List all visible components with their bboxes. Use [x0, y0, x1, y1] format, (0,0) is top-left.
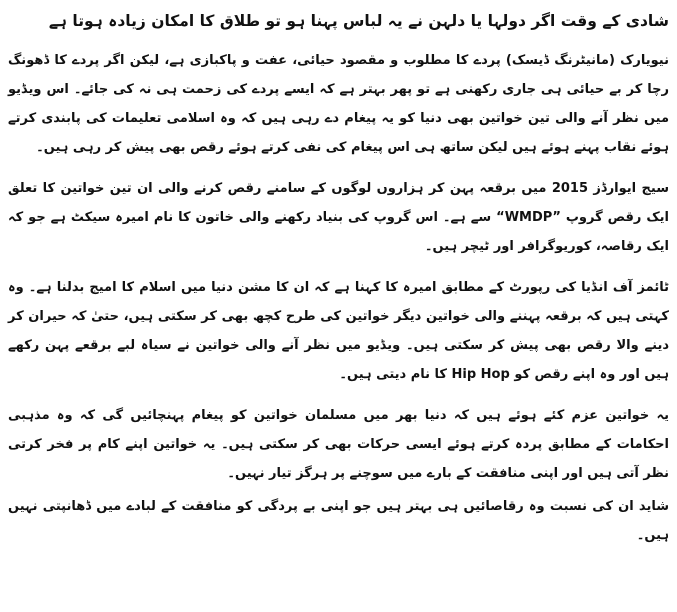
- article-paragraph: شاید ان کی نسبت وہ رقاصائیں ہی بہتر ہیں جو اپنی بے پردگی کو منافقت کے لبادے میں ڈھانپتی نہیں ہیں۔: [8, 499, 669, 543]
- article-paragraph: نیویارک (مانیٹرنگ ڈیسک) پردے کا مطلوب و مقصود حیائی، عفت و پاکبازی ہے، لیکن اگر پردے کا ڈھونگ رچا کر بے حیائی ہی جاری رکھنی ہے تو پھر بہتر ہے کہ ایسے پردے کی زحمت ہی نہ کی جائے۔ اس ویڈیو میں نظر آنے والی تین خواتین بھی دنیا کو یہ پیغام دے رہی ہیں کہ وہ اسلامی تعلیمات کی پابندی کرتے ہوئے نقاب پہنے ہوئے ہیں لیکن ساتھ ہی اس پیغام کی نفی کرتے ہوئے رقص بھی پیش کر رہی ہیں۔: [8, 53, 669, 155]
- article: [8, 0, 669, 550]
- article-paragraph: سیج ایوارڈز 2015 میں برقعہ پہن کر ہزاروں لوگوں کے سامنے رقص کرنے والی ان تین خواتین کا تعلق ایک رقص گروپ ”WMDP“ سے ہے۔ اس گروپ کی بنیاد رکھنے والی خاتون کا نام امیرہ سیکٹ ہے جو کہ ایک رقاصہ، کوریوگرافر اور ٹیچر ہیں۔: [8, 181, 670, 254]
- article-paragraph: یہ خواتین عزم کئے ہوئے ہیں کہ دنیا بھر میں مسلمان خواتین کو پیغام پہنچائیں گی کہ وہ مذہبی احکامات کے مطابق پردہ کرتے ہوئے ایسی حرکات بھی کر سکتی ہیں۔ یہ خواتین اپنے کام پر فخر کرتی نظر آتی ہیں اور اپنی منافقت کے بارے میں سوچنے پر ہرگز تیار نہیں۔: [8, 408, 669, 481]
- article-paragraph: ٹائمز آف انڈیا کی رپورٹ کے مطابق امیرہ کا کہنا ہے کہ ان کا مشن دنیا میں اسلام کا امیج بدلنا ہے۔ وہ کہتی ہیں کہ برقعہ پہننے والی خواتین دیگر خواتین کی طرح کچھ بھی کر سکتی ہیں، حتیٰ کہ حیران کر دینے والا رقص بھی پیش کر سکتی ہیں۔ ویڈیو میں نظر آنے والی خواتین نے سیاہ لبے برقعے پہن رکھے ہیں اور وہ اپنے رقص کو Hip Hop کا نام دیتی ہیں۔: [8, 280, 669, 382]
- article-headline: شادی کے وقت اگر دولہا یا دلہن نے یہ لباس پہنا ہو تو طلاق کا امکان زیادہ ہوتا ہے: [48, 12, 669, 30]
